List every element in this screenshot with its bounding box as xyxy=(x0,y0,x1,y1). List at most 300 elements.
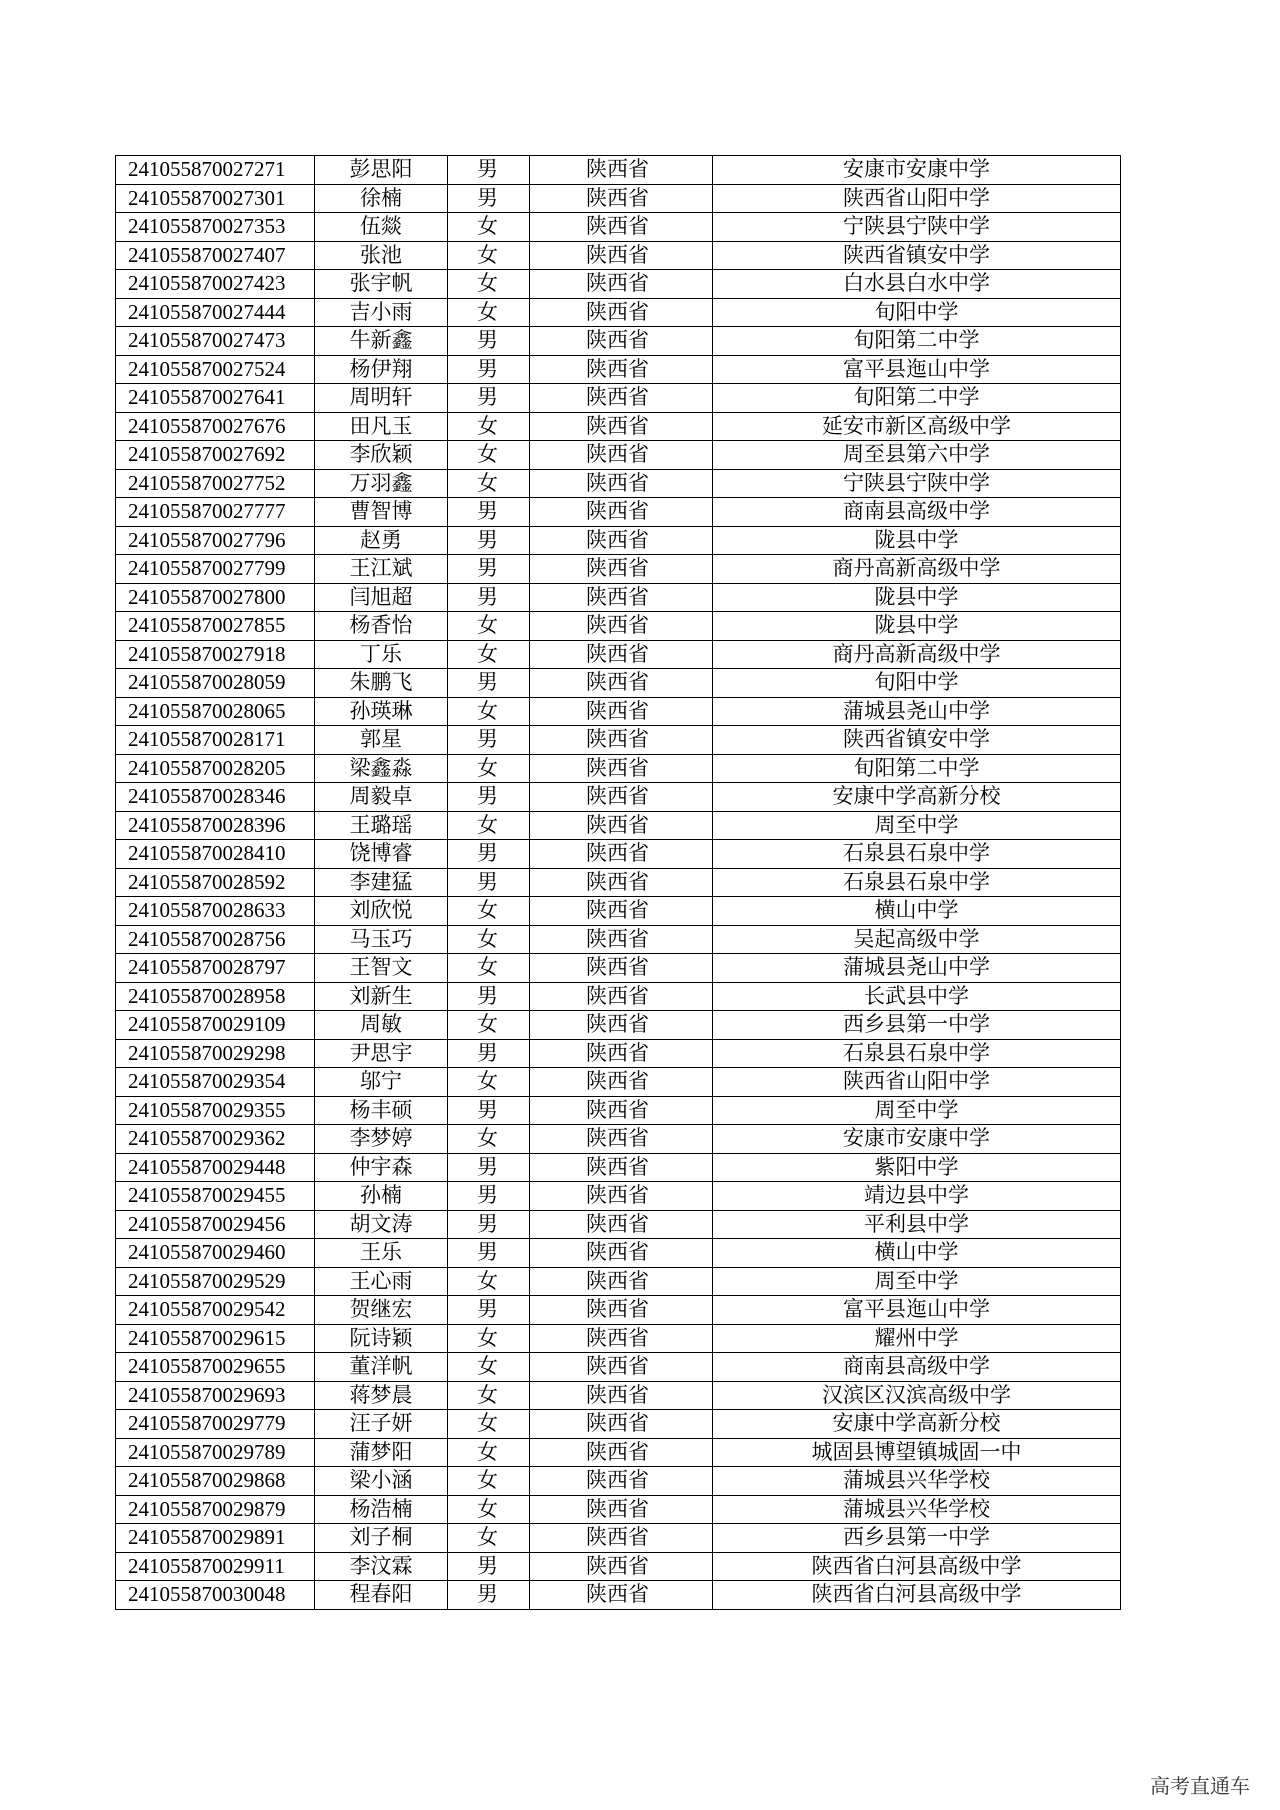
gender-cell: 女 xyxy=(448,298,530,327)
gender-cell: 男 xyxy=(448,1039,530,1068)
province-cell: 陕西省 xyxy=(530,498,713,527)
school-cell: 靖边县中学 xyxy=(713,1182,1121,1211)
province-cell: 陕西省 xyxy=(530,612,713,641)
exam-id-cell: 241055870027353 xyxy=(116,213,315,242)
province-cell: 陕西省 xyxy=(530,1182,713,1211)
school-cell: 旬阳中学 xyxy=(713,669,1121,698)
table-row xyxy=(116,1210,1121,1239)
student-list-table xyxy=(115,155,1121,1610)
gender-cell: 男 xyxy=(448,555,530,584)
province-cell: 陕西省 xyxy=(530,640,713,669)
table-row xyxy=(116,783,1121,812)
table-row xyxy=(116,754,1121,783)
name-cell: 闫旭超 xyxy=(315,583,448,612)
province-cell: 陕西省 xyxy=(530,1011,713,1040)
school-cell: 旬阳中学 xyxy=(713,298,1121,327)
table-row xyxy=(116,1438,1121,1467)
school-cell: 石泉县石泉中学 xyxy=(713,1039,1121,1068)
exam-id-cell: 241055870027855 xyxy=(116,612,315,641)
school-cell: 陇县中学 xyxy=(713,612,1121,641)
exam-id-cell: 241055870029448 xyxy=(116,1153,315,1182)
province-cell: 陕西省 xyxy=(530,355,713,384)
exam-id-cell: 241055870029354 xyxy=(116,1068,315,1097)
school-cell: 西乡县第一中学 xyxy=(713,1011,1121,1040)
exam-id-cell: 241055870028171 xyxy=(116,726,315,755)
name-cell: 马玉巧 xyxy=(315,925,448,954)
name-cell: 张宇帆 xyxy=(315,270,448,299)
province-cell: 陕西省 xyxy=(530,298,713,327)
province-cell: 陕西省 xyxy=(530,1096,713,1125)
name-cell: 王心雨 xyxy=(315,1267,448,1296)
school-cell: 陕西省镇安中学 xyxy=(713,241,1121,270)
province-cell: 陕西省 xyxy=(530,783,713,812)
table-row xyxy=(116,1324,1121,1353)
province-cell: 陕西省 xyxy=(530,1239,713,1268)
gender-cell: 女 xyxy=(448,754,530,783)
gender-cell: 女 xyxy=(448,213,530,242)
watermark-text: 高考直通车 xyxy=(1150,1774,1250,1798)
province-cell: 陕西省 xyxy=(530,327,713,356)
exam-id-cell: 241055870027918 xyxy=(116,640,315,669)
name-cell: 尹思宇 xyxy=(315,1039,448,1068)
school-cell: 石泉县石泉中学 xyxy=(713,840,1121,869)
table-row xyxy=(116,1353,1121,1382)
gender-cell: 女 xyxy=(448,640,530,669)
exam-id-cell: 241055870027796 xyxy=(116,526,315,555)
table-row xyxy=(116,384,1121,413)
table-row xyxy=(116,555,1121,584)
province-cell: 陕西省 xyxy=(530,1410,713,1439)
table-row xyxy=(116,1467,1121,1496)
province-cell: 陕西省 xyxy=(530,982,713,1011)
province-cell: 陕西省 xyxy=(530,1467,713,1496)
exam-id-cell: 241055870029542 xyxy=(116,1296,315,1325)
gender-cell: 男 xyxy=(448,1182,530,1211)
table-row xyxy=(116,1410,1121,1439)
name-cell: 周明轩 xyxy=(315,384,448,413)
name-cell: 程春阳 xyxy=(315,1581,448,1610)
province-cell: 陕西省 xyxy=(530,954,713,983)
school-cell: 横山中学 xyxy=(713,897,1121,926)
name-cell: 刘欣悦 xyxy=(315,897,448,926)
name-cell: 郭星 xyxy=(315,726,448,755)
table-row xyxy=(116,612,1121,641)
province-cell: 陕西省 xyxy=(530,1438,713,1467)
gender-cell: 女 xyxy=(448,697,530,726)
table-row xyxy=(116,1524,1121,1553)
exam-id-cell: 241055870029779 xyxy=(116,1410,315,1439)
exam-id-cell: 241055870029655 xyxy=(116,1353,315,1382)
name-cell: 丁乐 xyxy=(315,640,448,669)
province-cell: 陕西省 xyxy=(530,1153,713,1182)
name-cell: 周敏 xyxy=(315,1011,448,1040)
table-row xyxy=(116,327,1121,356)
province-cell: 陕西省 xyxy=(530,213,713,242)
province-cell: 陕西省 xyxy=(530,697,713,726)
school-cell: 西乡县第一中学 xyxy=(713,1524,1121,1553)
gender-cell: 女 xyxy=(448,1011,530,1040)
exam-id-cell: 241055870029529 xyxy=(116,1267,315,1296)
gender-cell: 男 xyxy=(448,1210,530,1239)
exam-id-cell: 241055870027473 xyxy=(116,327,315,356)
gender-cell: 女 xyxy=(448,811,530,840)
exam-id-cell: 241055870027777 xyxy=(116,498,315,527)
school-cell: 商丹高新高级中学 xyxy=(713,640,1121,669)
table-row xyxy=(116,1125,1121,1154)
gender-cell: 女 xyxy=(448,241,530,270)
province-cell: 陕西省 xyxy=(530,412,713,441)
province-cell: 陕西省 xyxy=(530,583,713,612)
gender-cell: 女 xyxy=(448,925,530,954)
table-row xyxy=(116,640,1121,669)
province-cell: 陕西省 xyxy=(530,555,713,584)
school-cell: 陕西省白河县高级中学 xyxy=(713,1552,1121,1581)
school-cell: 陕西省山阳中学 xyxy=(713,184,1121,213)
province-cell: 陕西省 xyxy=(530,1353,713,1382)
table-row xyxy=(116,1153,1121,1182)
school-cell: 白水县白水中学 xyxy=(713,270,1121,299)
exam-id-cell: 241055870028410 xyxy=(116,840,315,869)
gender-cell: 男 xyxy=(448,1552,530,1581)
name-cell: 董洋帆 xyxy=(315,1353,448,1382)
province-cell: 陕西省 xyxy=(530,156,713,185)
name-cell: 王乐 xyxy=(315,1239,448,1268)
name-cell: 李梦婷 xyxy=(315,1125,448,1154)
province-cell: 陕西省 xyxy=(530,754,713,783)
exam-id-cell: 241055870027641 xyxy=(116,384,315,413)
table-row xyxy=(116,441,1121,470)
gender-cell: 男 xyxy=(448,783,530,812)
province-cell: 陕西省 xyxy=(530,1125,713,1154)
province-cell: 陕西省 xyxy=(530,726,713,755)
exam-id-cell: 241055870027692 xyxy=(116,441,315,470)
exam-id-cell: 241055870027799 xyxy=(116,555,315,584)
table-row xyxy=(116,954,1121,983)
province-cell: 陕西省 xyxy=(530,925,713,954)
table-row xyxy=(116,270,1121,299)
province-cell: 陕西省 xyxy=(530,1039,713,1068)
name-cell: 孙楠 xyxy=(315,1182,448,1211)
exam-id-cell: 241055870027444 xyxy=(116,298,315,327)
gender-cell: 女 xyxy=(448,1068,530,1097)
name-cell: 胡文涛 xyxy=(315,1210,448,1239)
province-cell: 陕西省 xyxy=(530,469,713,498)
school-cell: 石泉县石泉中学 xyxy=(713,868,1121,897)
province-cell: 陕西省 xyxy=(530,526,713,555)
table-row xyxy=(116,726,1121,755)
exam-id-cell: 241055870027271 xyxy=(116,156,315,185)
exam-id-cell: 241055870029455 xyxy=(116,1182,315,1211)
name-cell: 万羽鑫 xyxy=(315,469,448,498)
table-row xyxy=(116,1182,1121,1211)
name-cell: 饶博睿 xyxy=(315,840,448,869)
province-cell: 陕西省 xyxy=(530,1210,713,1239)
province-cell: 陕西省 xyxy=(530,1552,713,1581)
name-cell: 彭思阳 xyxy=(315,156,448,185)
name-cell: 李汶霖 xyxy=(315,1552,448,1581)
gender-cell: 男 xyxy=(448,1581,530,1610)
gender-cell: 女 xyxy=(448,469,530,498)
table-row xyxy=(116,213,1121,242)
exam-id-cell: 241055870028059 xyxy=(116,669,315,698)
name-cell: 李欣颖 xyxy=(315,441,448,470)
table-row xyxy=(116,1267,1121,1296)
gender-cell: 女 xyxy=(448,897,530,926)
exam-id-cell: 241055870029891 xyxy=(116,1524,315,1553)
school-cell: 延安市新区高级中学 xyxy=(713,412,1121,441)
name-cell: 赵勇 xyxy=(315,526,448,555)
gender-cell: 男 xyxy=(448,355,530,384)
table-row xyxy=(116,868,1121,897)
province-cell: 陕西省 xyxy=(530,270,713,299)
gender-cell: 男 xyxy=(448,498,530,527)
school-cell: 商南县高级中学 xyxy=(713,1353,1121,1382)
table-row xyxy=(116,355,1121,384)
school-cell: 周至中学 xyxy=(713,811,1121,840)
name-cell: 曹智博 xyxy=(315,498,448,527)
name-cell: 王璐瑶 xyxy=(315,811,448,840)
name-cell: 徐楠 xyxy=(315,184,448,213)
province-cell: 陕西省 xyxy=(530,1324,713,1353)
gender-cell: 男 xyxy=(448,840,530,869)
province-cell: 陕西省 xyxy=(530,1381,713,1410)
gender-cell: 女 xyxy=(448,1467,530,1496)
exam-id-cell: 241055870029109 xyxy=(116,1011,315,1040)
name-cell: 蒲梦阳 xyxy=(315,1438,448,1467)
school-cell: 蒲城县尧山中学 xyxy=(713,697,1121,726)
exam-id-cell: 241055870028633 xyxy=(116,897,315,926)
gender-cell: 男 xyxy=(448,184,530,213)
name-cell: 梁小涵 xyxy=(315,1467,448,1496)
name-cell: 周毅卓 xyxy=(315,783,448,812)
exam-id-cell: 241055870028065 xyxy=(116,697,315,726)
exam-id-cell: 241055870028205 xyxy=(116,754,315,783)
exam-id-cell: 241055870028592 xyxy=(116,868,315,897)
school-cell: 周至县第六中学 xyxy=(713,441,1121,470)
school-cell: 周至中学 xyxy=(713,1267,1121,1296)
gender-cell: 男 xyxy=(448,156,530,185)
table-row xyxy=(116,669,1121,698)
name-cell: 张池 xyxy=(315,241,448,270)
table-row xyxy=(116,298,1121,327)
gender-cell: 女 xyxy=(448,1381,530,1410)
province-cell: 陕西省 xyxy=(530,897,713,926)
gender-cell: 男 xyxy=(448,868,530,897)
gender-cell: 女 xyxy=(448,612,530,641)
exam-id-cell: 241055870029355 xyxy=(116,1096,315,1125)
name-cell: 伍燚 xyxy=(315,213,448,242)
gender-cell: 男 xyxy=(448,583,530,612)
exam-id-cell: 241055870028958 xyxy=(116,982,315,1011)
gender-cell: 女 xyxy=(448,412,530,441)
province-cell: 陕西省 xyxy=(530,1068,713,1097)
name-cell: 杨香怡 xyxy=(315,612,448,641)
school-cell: 蒲城县兴华学校 xyxy=(713,1495,1121,1524)
table-row xyxy=(116,811,1121,840)
gender-cell: 女 xyxy=(448,1495,530,1524)
exam-id-cell: 241055870029789 xyxy=(116,1438,315,1467)
gender-cell: 女 xyxy=(448,1267,530,1296)
name-cell: 杨伊翔 xyxy=(315,355,448,384)
province-cell: 陕西省 xyxy=(530,868,713,897)
gender-cell: 女 xyxy=(448,441,530,470)
province-cell: 陕西省 xyxy=(530,669,713,698)
table-row xyxy=(116,1552,1121,1581)
name-cell: 王智文 xyxy=(315,954,448,983)
school-cell: 商丹高新高级中学 xyxy=(713,555,1121,584)
school-cell: 旬阳第二中学 xyxy=(713,327,1121,356)
name-cell: 王江斌 xyxy=(315,555,448,584)
province-cell: 陕西省 xyxy=(530,1267,713,1296)
table-row xyxy=(116,156,1121,185)
gender-cell: 男 xyxy=(448,726,530,755)
school-cell: 长武县中学 xyxy=(713,982,1121,1011)
table-row xyxy=(116,1495,1121,1524)
school-cell: 安康市安康中学 xyxy=(713,1125,1121,1154)
name-cell: 杨丰硕 xyxy=(315,1096,448,1125)
province-cell: 陕西省 xyxy=(530,811,713,840)
table-row xyxy=(116,1296,1121,1325)
gender-cell: 男 xyxy=(448,982,530,1011)
exam-id-cell: 241055870027524 xyxy=(116,355,315,384)
exam-id-cell: 241055870027752 xyxy=(116,469,315,498)
exam-id-cell: 241055870029298 xyxy=(116,1039,315,1068)
gender-cell: 男 xyxy=(448,526,530,555)
school-cell: 蒲城县兴华学校 xyxy=(713,1467,1121,1496)
gender-cell: 女 xyxy=(448,1524,530,1553)
table-row xyxy=(116,982,1121,1011)
table-row xyxy=(116,925,1121,954)
exam-id-cell: 241055870028396 xyxy=(116,811,315,840)
exam-id-cell: 241055870030048 xyxy=(116,1581,315,1610)
school-cell: 安康市安康中学 xyxy=(713,156,1121,185)
table-row xyxy=(116,469,1121,498)
province-cell: 陕西省 xyxy=(530,1296,713,1325)
exam-id-cell: 241055870029693 xyxy=(116,1381,315,1410)
province-cell: 陕西省 xyxy=(530,441,713,470)
school-cell: 汉滨区汉滨高级中学 xyxy=(713,1381,1121,1410)
name-cell: 刘新生 xyxy=(315,982,448,1011)
gender-cell: 男 xyxy=(448,669,530,698)
student-list-body xyxy=(116,156,1121,1610)
table-row xyxy=(116,1239,1121,1268)
gender-cell: 女 xyxy=(448,1438,530,1467)
table-row xyxy=(116,697,1121,726)
name-cell: 邬宁 xyxy=(315,1068,448,1097)
school-cell: 安康中学高新分校 xyxy=(713,783,1121,812)
gender-cell: 女 xyxy=(448,954,530,983)
school-cell: 横山中学 xyxy=(713,1239,1121,1268)
school-cell: 商南县高级中学 xyxy=(713,498,1121,527)
table-row xyxy=(116,241,1121,270)
name-cell: 杨浩楠 xyxy=(315,1495,448,1524)
table-row xyxy=(116,1039,1121,1068)
school-cell: 富平县迤山中学 xyxy=(713,355,1121,384)
exam-id-cell: 241055870029362 xyxy=(116,1125,315,1154)
exam-id-cell: 241055870027423 xyxy=(116,270,315,299)
school-cell: 周至中学 xyxy=(713,1096,1121,1125)
school-cell: 紫阳中学 xyxy=(713,1153,1121,1182)
province-cell: 陕西省 xyxy=(530,1495,713,1524)
gender-cell: 男 xyxy=(448,1096,530,1125)
school-cell: 平利县中学 xyxy=(713,1210,1121,1239)
name-cell: 蒋梦晨 xyxy=(315,1381,448,1410)
gender-cell: 女 xyxy=(448,1353,530,1382)
gender-cell: 女 xyxy=(448,1410,530,1439)
table-row xyxy=(116,1381,1121,1410)
province-cell: 陕西省 xyxy=(530,1524,713,1553)
gender-cell: 女 xyxy=(448,270,530,299)
name-cell: 阮诗颖 xyxy=(315,1324,448,1353)
school-cell: 宁陕县宁陕中学 xyxy=(713,213,1121,242)
table-row xyxy=(116,583,1121,612)
school-cell: 陇县中学 xyxy=(713,583,1121,612)
table-row xyxy=(116,184,1121,213)
exam-id-cell: 241055870029911 xyxy=(116,1552,315,1581)
table-row xyxy=(116,897,1121,926)
gender-cell: 男 xyxy=(448,1239,530,1268)
name-cell: 汪子妍 xyxy=(315,1410,448,1439)
exam-id-cell: 241055870027407 xyxy=(116,241,315,270)
school-cell: 陇县中学 xyxy=(713,526,1121,555)
name-cell: 朱鹏飞 xyxy=(315,669,448,698)
school-cell: 陕西省白河县高级中学 xyxy=(713,1581,1121,1610)
school-cell: 富平县迤山中学 xyxy=(713,1296,1121,1325)
exam-id-cell: 241055870028756 xyxy=(116,925,315,954)
table-row xyxy=(116,412,1121,441)
school-cell: 陕西省山阳中学 xyxy=(713,1068,1121,1097)
school-cell: 陕西省镇安中学 xyxy=(713,726,1121,755)
gender-cell: 男 xyxy=(448,1296,530,1325)
exam-id-cell: 241055870027676 xyxy=(116,412,315,441)
name-cell: 仲宇森 xyxy=(315,1153,448,1182)
exam-id-cell: 241055870029868 xyxy=(116,1467,315,1496)
gender-cell: 男 xyxy=(448,1153,530,1182)
school-cell: 蒲城县尧山中学 xyxy=(713,954,1121,983)
exam-id-cell: 241055870028797 xyxy=(116,954,315,983)
name-cell: 刘子桐 xyxy=(315,1524,448,1553)
exam-id-cell: 241055870029456 xyxy=(116,1210,315,1239)
school-cell: 安康中学高新分校 xyxy=(713,1410,1121,1439)
name-cell: 田凡玉 xyxy=(315,412,448,441)
school-cell: 旬阳第二中学 xyxy=(713,754,1121,783)
gender-cell: 男 xyxy=(448,384,530,413)
table-row xyxy=(116,840,1121,869)
table-row xyxy=(116,526,1121,555)
table-row xyxy=(116,1011,1121,1040)
school-cell: 吴起高级中学 xyxy=(713,925,1121,954)
exam-id-cell: 241055870027301 xyxy=(116,184,315,213)
exam-id-cell: 241055870028346 xyxy=(116,783,315,812)
table-row xyxy=(116,498,1121,527)
name-cell: 孙瑛琳 xyxy=(315,697,448,726)
name-cell: 李建猛 xyxy=(315,868,448,897)
exam-id-cell: 241055870027800 xyxy=(116,583,315,612)
exam-id-cell: 241055870029460 xyxy=(116,1239,315,1268)
province-cell: 陕西省 xyxy=(530,241,713,270)
name-cell: 梁鑫淼 xyxy=(315,754,448,783)
name-cell: 吉小雨 xyxy=(315,298,448,327)
exam-id-cell: 241055870029615 xyxy=(116,1324,315,1353)
name-cell: 贺继宏 xyxy=(315,1296,448,1325)
table-row xyxy=(116,1068,1121,1097)
school-cell: 旬阳第二中学 xyxy=(713,384,1121,413)
school-cell: 城固县博望镇城固一中 xyxy=(713,1438,1121,1467)
school-cell: 宁陕县宁陕中学 xyxy=(713,469,1121,498)
gender-cell: 女 xyxy=(448,1324,530,1353)
gender-cell: 男 xyxy=(448,327,530,356)
exam-id-cell: 241055870029879 xyxy=(116,1495,315,1524)
